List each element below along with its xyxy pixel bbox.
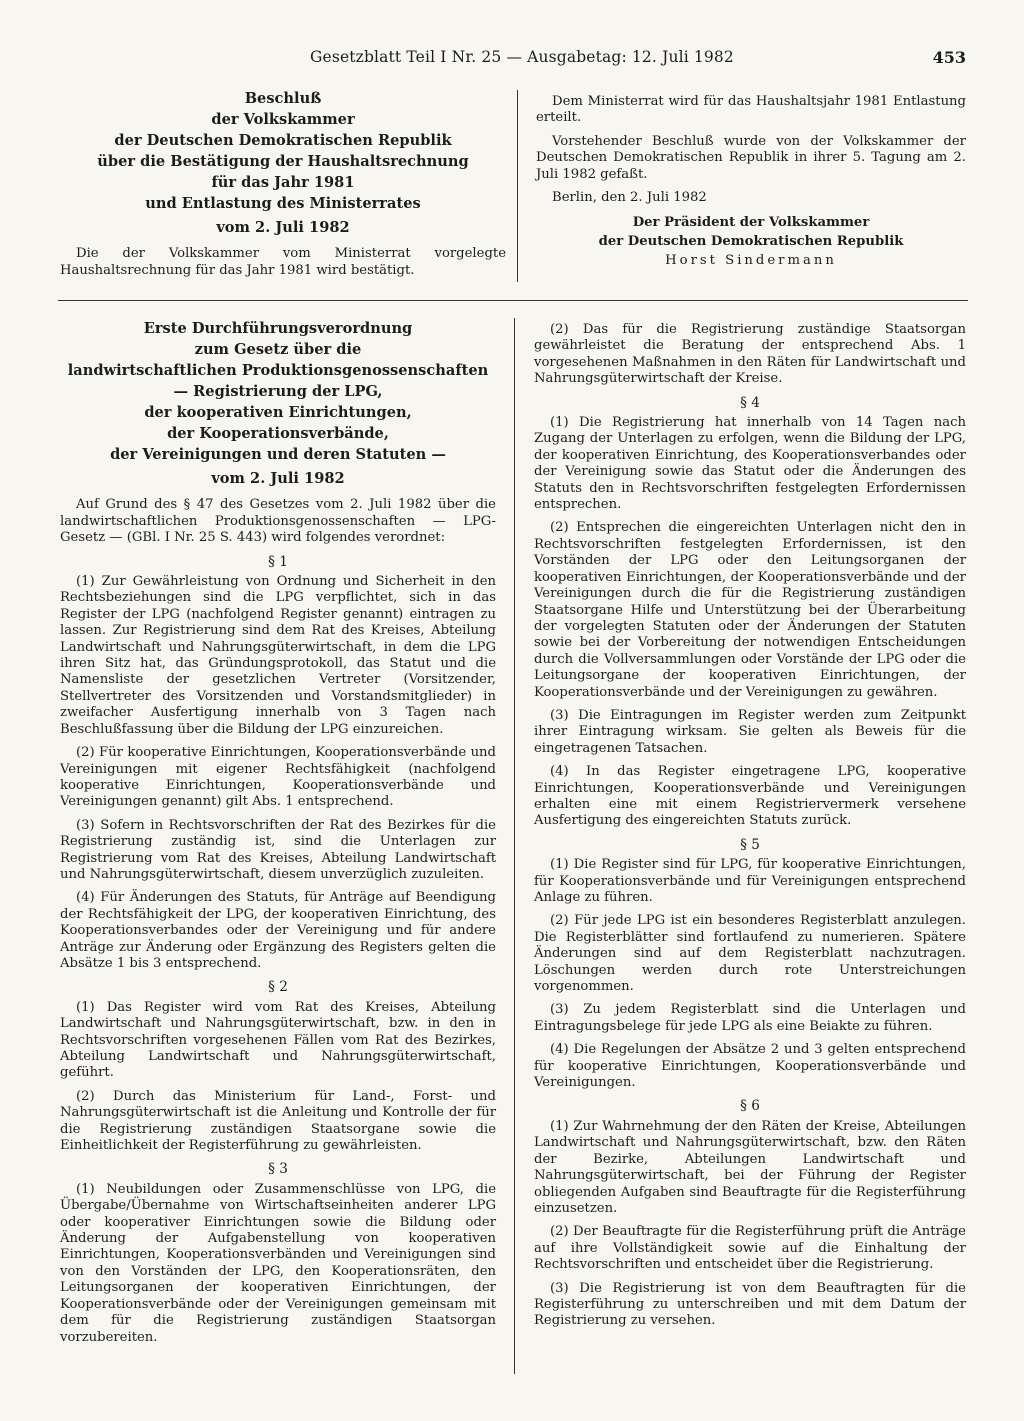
verordnung-title-line: der kooperativen Einrichtungen, xyxy=(144,404,412,421)
beschluss-right-column xyxy=(536,94,966,270)
section-paragraph: (1) Das Register wird vom Rat des Kreises, Abteilung Landwirtschaft und Nahrungsgüterwirtschaft, bzw. in den in Rechtsvorschriften vorgesehenen Fällen vom Rat des Bezirkes, Abteilung Landwirtschaft und Nahrungsgüterwirtschaft, geführt. xyxy=(60,999,496,1081)
beschluss-left-column xyxy=(60,88,506,286)
verordnung-title-line: landwirtschaftlichen Produktionsgenossenschaften xyxy=(67,362,489,379)
section-paragraph: (2) Das für die Registrierung zuständige Staatsorgan gewährleistet die Beratung der entsprechend Abs. 1 vorgesehenen Maßnahmen in den Räten für Landwirtschaft und Nahrungsgüterwirtschaft der Kreise. xyxy=(534,322,966,387)
section-paragraph: (2) Durch das Ministerium für Land-, Forst- und Nahrungsgüterwirtschaft ist die Anleitung und Kontrolle der für die Registrierung zuständigen Staatsorgane sowie die Einheitlichkeit der Registerführung zu gewährleisten. xyxy=(60,1088,496,1154)
beschluss-title xyxy=(60,88,506,214)
page-number: 453 xyxy=(932,48,966,67)
header-text: Gesetzblatt Teil I Nr. 25 — Ausgabetag: 12. Juli 1982 xyxy=(310,48,734,66)
verordnung-title-line: zum Gesetz über die xyxy=(194,341,362,358)
section-heading: § 1 xyxy=(268,553,288,570)
section-paragraph: (2) Für kooperative Einrichtungen, Kooperationsverbände und Vereinigungen mit eigener Rechtsfähigkeit (nachfolgend kooperative Einrichtungen, Kooperationsverbände und Vereinigungen genannt) gilt Abs. 1 entsprechend. xyxy=(60,745,496,810)
place-date: Berlin, den 2. Juli 1982 xyxy=(552,190,707,206)
column-divider xyxy=(514,318,515,1374)
section-separator xyxy=(58,300,968,301)
signer-name: Horst Sindermann xyxy=(665,253,837,269)
section-paragraph: (4) Die Regelungen der Absätze 2 und 3 gelten entsprechend für kooperative Einrichtungen, Kooperationsverbände und Vereinigungen. xyxy=(534,1042,966,1091)
beschluss-date: vom 2. Juli 1982 xyxy=(216,219,350,236)
section-heading: § 5 xyxy=(740,836,760,853)
section-paragraph: (3) Die Registrierung ist von dem Beauftragten für die Registerführung zu unterschreiben und mit dem Datum der Registrierung zu versehen. xyxy=(534,1280,966,1329)
section-heading: § 6 xyxy=(740,1098,760,1115)
signer-title-1: Der Präsident der Volkskammer xyxy=(632,215,870,231)
section-paragraph: (4) In das Register eingetragene LPG, kooperative Einrichtungen, Kooperationsverbände und Vereinigungen erhalten eine mit einem Registriervermerk versehene Ausfertigung des eingereichten Statuts zurück. xyxy=(534,764,966,829)
section-paragraph: (4) Für Änderungen des Statuts, für Anträge auf Beendigung der Rechtsfähigkeit der LPG, der kooperativen Einrichtung, des Kooperationsverbandes oder der Vereinigung und für andere Anträge zur Änderung oder Ergänzung des Registers gelten die Absätze 1 bis 3 entsprechend. xyxy=(60,890,496,971)
signer-title-2: der Deutschen Demokratischen Republik xyxy=(598,234,904,250)
column-divider xyxy=(517,90,518,282)
verordnung-intro: Auf Grund des § 47 des Gesetzes vom 2. Juli 1982 über die landwirtschaftlichen Produktionsgenossenschaften — LPG-Gesetz — (GBl. I Nr. 25 S. 443) wird folgendes verordnet: xyxy=(60,497,496,546)
verordnung-title xyxy=(60,318,496,465)
section-paragraph: (1) Neubildungen oder Zusammenschlüsse von LPG, die Übergabe/Übernahme von Wirtschaftseinheiten anderer LPG oder kooperativer Einrichtungen sowie die Bildung oder Änderung der Aufgabenstellung von kooperativen Einrichtungen, Kooperationsverbänden und Vereinigungen sind von den Vorständen der LPG, den Kooperationsräten, den Leitungsorganen der kooperativen Einrichtungen, der Kooperationsverbände oder der Vereinigungen gemeinsam mit dem für die Registrierung zuständigen Staatsorgan vorzubereiten. xyxy=(60,1181,496,1345)
section-paragraph: (1) Die Register sind für LPG, für kooperative Einrichtungen, für Kooperationsverbände und für Vereinigungen entsprechend Anlage zu führen. xyxy=(534,857,966,905)
verordnung-title-line: der Kooperationsverbände, xyxy=(167,425,389,442)
section-heading: § 4 xyxy=(740,394,760,411)
verordnung-title-line: der Vereinigungen und deren Statuten — xyxy=(110,446,446,463)
beschluss-paragraph: Dem Ministerrat wird für das Haushaltsjahr 1981 Entlastung erteilt. xyxy=(536,94,966,126)
section-heading: § 2 xyxy=(268,979,288,996)
beschluss-paragraph: Die der Volkskammer vom Ministerrat vorgelegte Haushaltsrechnung für das Jahr 1981 wird bestätigt. xyxy=(60,246,506,278)
section-paragraph: (2) Für jede LPG ist ein besonderes Registerblatt anzulegen. Die Registerblätter sind fortlaufend zu numerieren. Spätere Änderungen sind auf dem Registerblatt nachzutragen. Löschungen werden durch rote Unterstreichungen vorgenommen. xyxy=(534,913,966,995)
section-heading: § 3 xyxy=(268,1161,288,1178)
section-paragraph: (3) Die Eintragungen im Register werden zum Zeitpunkt ihrer Eintragung wirksam. Sie gelten als Beweis für die eingetragenen Tatsachen. xyxy=(534,707,966,756)
section-paragraph: (3) Zu jedem Registerblatt sind die Unterlagen und Eintragungsbelege für jede LPG als eine Beiakte zu führen. xyxy=(534,1002,966,1034)
verordnung-left-column xyxy=(60,318,496,1353)
section-paragraph: (1) Zur Gewährleistung von Ordnung und Sicherheit in den Rechtsbeziehungen sind die LPG verpflichtet, sich in das Register der LPG (nachfolgend Register genannt) eintragen zu lassen. Zur Registrierung sind dem Rat des Kreises, Abteilung Landwirtschaft und Nahrungsgüterwirtschaft, in dem die LPG ihren Sitz hat, das Gründungsprotokoll, das Statut und die Namensliste der gesetzlichen Vertreter (Vorsitzender, Stellvertreter des Vorsitzenden und Vorstandsmitglieder) in zweifacher Ausfertigung innerhalb von 3 Tagen nach Beschlußfassung über die Bildung der LPG einzureichen. xyxy=(60,574,496,737)
beschluss-title-line: Beschluß xyxy=(244,90,322,107)
section-paragraph: (2) Der Beauftragte für die Registerführung prüft die Anträge auf ihre Vollständigkeit sowie auf die Einhaltung der Rechtsvorschriften und entscheidet über die Registrierung. xyxy=(534,1224,966,1273)
page-header xyxy=(60,46,966,72)
verordnung-title-line: Erste Durchführungsverordnung xyxy=(143,320,413,337)
section-paragraph: (1) Die Registrierung hat innerhalb von 14 Tagen nach Zugang der Unterlagen zu erfolgen, wenn die Bildung der LPG, der kooperativen Einrichtung, des Kooperationsverbandes oder der Vereinigung sowie das Statut oder die Änderungen des Statuts den in Rechtsvorschriften festgelegten Erfordernissen entsprechen. xyxy=(534,415,966,513)
verordnung-date: vom 2. Juli 1982 xyxy=(211,470,345,487)
beschluss-title-line: über die Bestätigung der Haushaltsrechnung xyxy=(97,153,469,170)
verordnung-right-column xyxy=(534,322,966,1337)
beschluss-title-line: der Volkskammer xyxy=(211,111,355,128)
beschluss-title-line: und Entlastung des Ministerrates xyxy=(145,195,421,212)
beschluss-paragraph: Vorstehender Beschluß wurde von der Volkskammer der Deutschen Demokratischen Republik in ihrer 5. Tagung am 2. Juli 1982 gefaßt. xyxy=(536,133,966,182)
section-paragraph: (2) Entsprechen die eingereichten Unterlagen nicht den in Rechtsvorschriften festgelegten Erfordernissen, ist den Vorständen der LPG oder den Leitungsorganen der kooperativen Einrichtungen, der Kooperationsverbände und der Vereinigungen durch die für die Registrierung zuständigen Staatsorgane Hilfe und Unterstützung bei der Überarbeitung der vorgelegten Statuten oder der Änderungen der Statuten sowie bei der Vorbereitung der notwendigen Entscheidungen durch die Vollversammlungen oder Vorstände der LPG oder die Leitungsorgane der kooperativen Einrichtungen, der Kooperationsverbände und der Vereinigungen zu gewähren. xyxy=(534,520,966,700)
section-paragraph: (1) Zur Wahrnehmung der den Räten der Kreise, Abteilungen Landwirtschaft und Nahrungsgüterwirtschaft, bzw. den Räten der Bezirke, Abteilungen Landwirtschaft und Nahrungsgüterwirtschaft, bei der Führung der Register obliegenden Aufgaben sind Beauftragte für die Registerführung einzusetzen. xyxy=(534,1118,966,1216)
beschluss-title-line: für das Jahr 1981 xyxy=(211,174,355,191)
verordnung-title-line: — Registrierung der LPG, xyxy=(173,383,383,400)
beschluss-title-line: der Deutschen Demokratischen Republik xyxy=(114,132,452,149)
section-paragraph: (3) Sofern in Rechtsvorschriften der Rat des Bezirkes für die Registrierung zuständig ist, sind die Unterlagen zur Registrierung vom Rat des Kreises, Abteilung Landwirtschaft und Nahrungsgüterwirtschaft, diesem unverzüglich zuzuleiten. xyxy=(60,817,496,882)
